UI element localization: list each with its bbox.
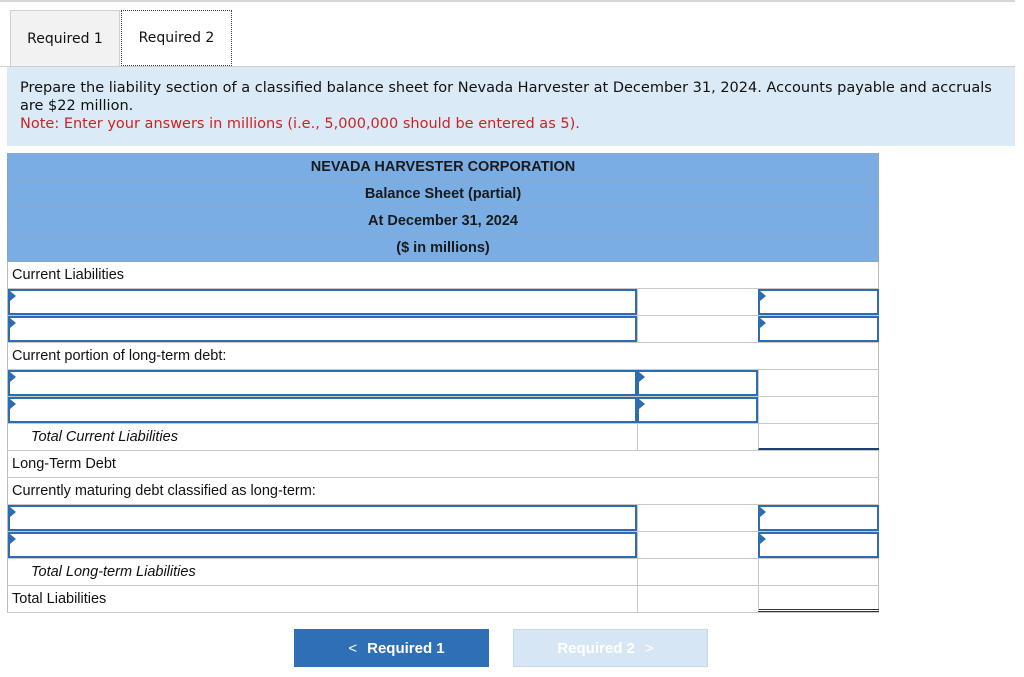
long-term-1-mid-cell xyxy=(637,505,758,531)
long-term-debt-heading xyxy=(7,451,879,478)
currently-maturing-label: Currently maturing debt classified as long-term: xyxy=(12,483,316,499)
company-name: NEVADA HARVESTER CORPORATION xyxy=(7,153,879,181)
current-portion-2-right-cell xyxy=(758,397,879,423)
sheet-date: At December 31, 2024 xyxy=(7,208,879,235)
current-liabilities-label: Current Liabilities xyxy=(12,267,125,283)
total-long-term-label: Total Long-term Liabilities xyxy=(31,564,196,580)
prev-required-1-button[interactable] xyxy=(294,629,489,667)
current-portion-1-right-cell xyxy=(758,370,879,396)
total-long-term-amount xyxy=(758,559,879,585)
prev-button-label: Required 1 xyxy=(367,639,445,657)
total-current-amount xyxy=(758,424,879,450)
next-required-2-button[interactable] xyxy=(513,629,708,667)
current-portion-1-name-input[interactable] xyxy=(8,370,637,396)
top-divider xyxy=(0,0,1015,2)
long-term-1-name-input[interactable] xyxy=(8,505,637,531)
current-portion-heading xyxy=(7,343,879,370)
long-term-2-mid-cell xyxy=(637,532,758,558)
current-liability-1-mid-cell xyxy=(637,289,758,315)
instructions-note: Note: Enter your answers in millions (i.e., 5,000,000 should be entered as 5). xyxy=(20,116,580,132)
balance-sheet xyxy=(7,153,879,613)
total-liabilities-row xyxy=(7,586,879,613)
total-current-mid-cell xyxy=(637,424,758,450)
current-liabilities-heading xyxy=(7,262,879,289)
current-liability-2-mid-cell xyxy=(637,316,758,342)
table-row xyxy=(7,505,879,532)
total-liabilities-mid-cell xyxy=(637,586,758,612)
long-term-debt-label: Long-Term Debt xyxy=(12,456,116,472)
current-portion-2-amount-input[interactable] xyxy=(637,397,758,423)
total-liabilities-label: Total Liabilities xyxy=(12,591,107,607)
current-portion-label: Current portion of long-term debt: xyxy=(12,348,227,364)
current-liability-1-name-input[interactable] xyxy=(8,289,637,315)
total-current-label: Total Current Liabilities xyxy=(31,429,178,445)
total-liabilities-amount xyxy=(758,586,879,612)
sheet-title: Balance Sheet (partial) xyxy=(7,181,879,208)
current-portion-2-name-input[interactable] xyxy=(8,397,637,423)
tab-required-2[interactable]: Required 2 xyxy=(121,10,232,66)
instructions-text: Prepare the liability section of a classified balance sheet for Nevada Harvester at December 31, 2024. Accounts payable and accruals are $22 million. xyxy=(20,80,992,114)
total-current-row xyxy=(7,424,879,451)
sheet-units: ($ in millions) xyxy=(7,235,879,262)
table-row xyxy=(7,316,879,343)
table-row xyxy=(7,370,879,397)
table-row xyxy=(7,289,879,316)
next-button-label: Required 2 xyxy=(557,639,635,657)
tab-required-1[interactable]: Required 1 xyxy=(10,10,120,66)
long-term-1-amount-input[interactable] xyxy=(758,505,879,531)
long-term-2-name-input[interactable] xyxy=(8,532,637,558)
table-row xyxy=(7,532,879,559)
current-liability-1-amount-input[interactable] xyxy=(758,289,879,315)
current-liability-2-name-input[interactable] xyxy=(8,316,637,342)
table-row xyxy=(7,397,879,424)
total-long-term-mid-cell xyxy=(637,559,758,585)
chevron-left-icon: < xyxy=(348,639,358,657)
current-liability-2-amount-input[interactable] xyxy=(758,316,879,342)
currently-maturing-heading xyxy=(7,478,879,505)
total-long-term-row xyxy=(7,559,879,586)
current-portion-1-amount-input[interactable] xyxy=(637,370,758,396)
long-term-2-amount-input[interactable] xyxy=(758,532,879,558)
instructions-panel xyxy=(7,67,1015,146)
chevron-right-icon: > xyxy=(644,639,654,657)
